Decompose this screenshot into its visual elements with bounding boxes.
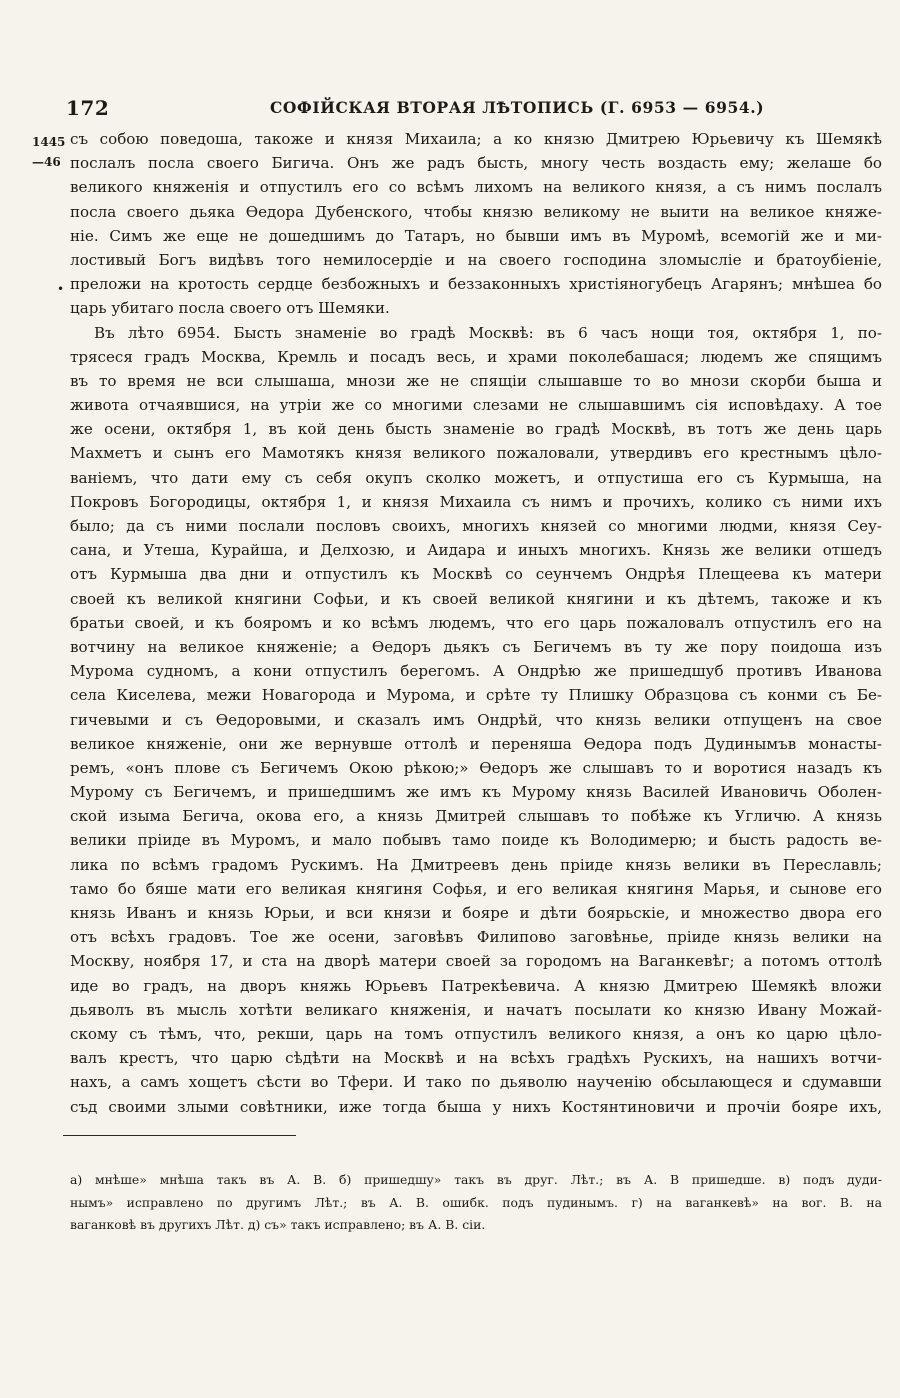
text-line: братьи своей, и къ бояромъ и ко всѣмъ людемъ, что его царь пожаловалъ отпустилъ его на — [70, 613, 882, 632]
text-line: ремъ, «онъ плове съ Бегичемъ Окою рѣкою;» Ѳедоръ же слышавъ то и воротися назадъ къ — [70, 758, 882, 777]
text-line: великое княженіе, они же вернувше оттолѣ и переняша Ѳедора подъ Дудинымъв монасты- — [70, 734, 882, 753]
paragraph-start-line: Въ лѣто 6954. Бысть знаменіе во градѣ Москвѣ: въ 6 часъ нощи тоя, октября 1, по- — [94, 323, 882, 342]
text-line: вотчину на великое княженіе; а Ѳедоръ дьякъ съ Бегичемъ въ ту же пору поидоша изъ — [70, 637, 882, 656]
text-line: ской изыма Бегича, окова его, а князь Дмитрей слышавъ то побѣже къ Угличю. А князь — [70, 807, 882, 826]
text-line: Мурому съ Бегичемъ, и пришедшимъ же имъ къ Мурому князь Василей Ивановичь Оболен- — [70, 783, 882, 802]
page-number: 172 — [66, 96, 110, 120]
text-line: царь убитаго посла своего отъ Шемяки. — [70, 299, 390, 318]
text-line: скому съ тѣмъ, что, рекши, царь на томъ отпустилъ великого князя, а онъ ко царю цѣло- — [70, 1024, 882, 1043]
text-line: нахъ, а самъ хощетъ сѣсти во Тфери. И тако по дьяволю наученію обсылающеся и сдумавши — [70, 1073, 882, 1092]
page-header — [66, 96, 836, 120]
text-line: преложи на кротость сердце безбожныхъ и беззаконныхъ христіяногубецъ Агарянъ; мнѣшеа бо — [70, 275, 882, 294]
text-line: ніе. Симъ же еще не дошедшимъ до Татаръ, но бывши имъ въ Муромѣ, всемогій же и ми- — [70, 226, 882, 245]
text-line: велики пріиде въ Муромъ, и мало побывъ тамо поиде къ Володимерю; и бысть радость ве- — [70, 831, 882, 850]
footnote-line: а) мнѣше» мнѣша такъ въ А. В. б) пришедшу» такъ въ друг. Лѣт.; въ А. В пришедше. в) подъ дуди- — [70, 1172, 882, 1187]
margin-mark: • — [57, 282, 65, 296]
text-line: иде во градъ, на дворъ княжь Юрьевъ Патрекѣевича. А князю Дмитрею Шемякѣ вложи — [70, 976, 882, 995]
footnote-divider — [63, 1135, 296, 1136]
text-line: посла своего дьяка Ѳедора Дубенского, чтобы князю великому не выити на великое княже- — [70, 202, 882, 221]
text-line: князь Иванъ и князь Юрьи, и вси князи и бояре и дѣти боярьскіе, и множество двора его — [70, 904, 882, 922]
text-line: валъ крестъ, что царю сѣдѣти на Москвѣ и на всѣхъ градѣхъ Рускихъ, на нашихъ вотчи- — [70, 1049, 882, 1068]
text-line: Покровъ Богородицы, октября 1, и князя Михаила съ нимъ и прочихъ, колико съ ними ихъ — [70, 492, 882, 511]
text-line: трясеся градъ Москва, Кремль и посадъ весь, и храми поколебашася; людемъ же спящимъ — [70, 347, 882, 366]
text-line: съ собою поведоша, такожe и князя Михаила; а ко князю Дмитрею Юрьевичу къ Шемякѣ — [70, 130, 882, 148]
text-line: лика по всѣмъ градомъ Рускимъ. На Дмитреевъ день пріиде князь велики въ Переславль; — [70, 855, 882, 874]
margin-year-end: —46 — [32, 155, 61, 169]
text-line: лостивый Богъ видѣвъ того немилосердіе и на своего господина зломысліе и братоубіеніе, — [70, 250, 882, 269]
margin-year-start: 1445 — [32, 135, 66, 149]
text-line: села Киселева, межи Новагорода и Мурома, и срѣте ту Плишку Образцова съ конми съ Бе- — [70, 686, 882, 705]
text-line: отъ всѣхъ градовъ. Тое же осени, заговѣвъ Филипово заговѣнье, пріиде князь велики на — [70, 928, 882, 947]
text-line: было; да съ ними послали пословъ своихъ, многихъ князей со многими людми, князя Сеу- — [70, 517, 882, 535]
text-line: великого княженія и отпустилъ его со всѣмъ лихомъ на великого князя, а съ нимъ послалъ — [70, 178, 882, 197]
footnote-line: ваганковѣ въ другихъ Лѣт. д) съ» такъ исправлено; въ А. В. сіи. — [70, 1217, 486, 1232]
text-line: живота отчаявшися, на утріи же со многими слезами не слышавшимъ сія исповѣдаху. А тое — [70, 396, 882, 415]
text-line: гичевыми и съ Ѳедоровыми, и сказалъ имъ Ондрѣй, что князь велики отпущенъ на свое — [70, 710, 882, 729]
footnotes — [70, 1169, 882, 1237]
text-line: Махметъ и сынъ его Мамотякъ князя великого пожаловали, утвердивъ его крестнымъ цѣло- — [70, 444, 882, 463]
text-line: послалъ посла своего Бигича. Онъ же радъ бысть, многу честь воздасть ему; желаше бо — [70, 154, 882, 173]
running-title: СОФІЙСКАЯ ВТОРАЯ ЛѢТОПИСЬ (Г. 6953 — 6954.) — [270, 98, 765, 117]
text-line: сана, и Утеша, Курайша, и Делхозю, и Аидара и иныхъ многихъ. Князь же велики отшедъ — [70, 541, 882, 560]
main-text — [70, 127, 882, 1119]
text-line: же осени, октября 1, въ кой день бысть знаменіе во градѣ Москвѣ, въ тотъ же день царь — [70, 420, 882, 439]
text-line: дьяволъ въ мысль хотѣти великагo княженія, и начатъ посылати ко князю Ивану Можай- — [70, 1000, 882, 1019]
footnote-line: нымъ» исправлено по другимъ Лѣт.; въ А. В. ошибк. подъ пудинымъ. г) на ваганкевѣ» на вог. В. на — [70, 1194, 882, 1210]
text-line: тамо бо бяше мати его великая княгиня Софья, и его великая княгиня Марья, и сынове его — [70, 879, 882, 898]
text-line: ваніемъ, что дати ему съ себя окупъ сколко можетъ, и отпустиша его съ Курмыша, на — [70, 468, 882, 487]
text-line: съд своими злыми совѣтники, иже тогда быша у нихъ Костянтиновичи и прочіи бояре ихъ, — [70, 1097, 882, 1116]
text-line: Москву, ноября 17, и ста на дворѣ матери своей за городомъ на Ваганкевѣг; а потомъ оттолѣ — [70, 952, 882, 971]
text-line: Мурома суднoмъ, а кони отпустилъ берегомъ. А Ондрѣю же пришедшуб противъ Иванова — [70, 662, 882, 681]
text-line: въ то время не вси слышаша, мнози же не спящіи слышавше то во мнози скорби быша и — [70, 371, 882, 390]
text-line: отъ Курмыша два дни и отпустилъ къ Москвѣ со сеунчемъ Ондрѣя Плещеева къ матери — [70, 565, 882, 584]
text-line: своей къ великой княгини Софьи, и къ своей великой княгини и къ дѣтемъ, такожe и къ — [70, 589, 882, 608]
